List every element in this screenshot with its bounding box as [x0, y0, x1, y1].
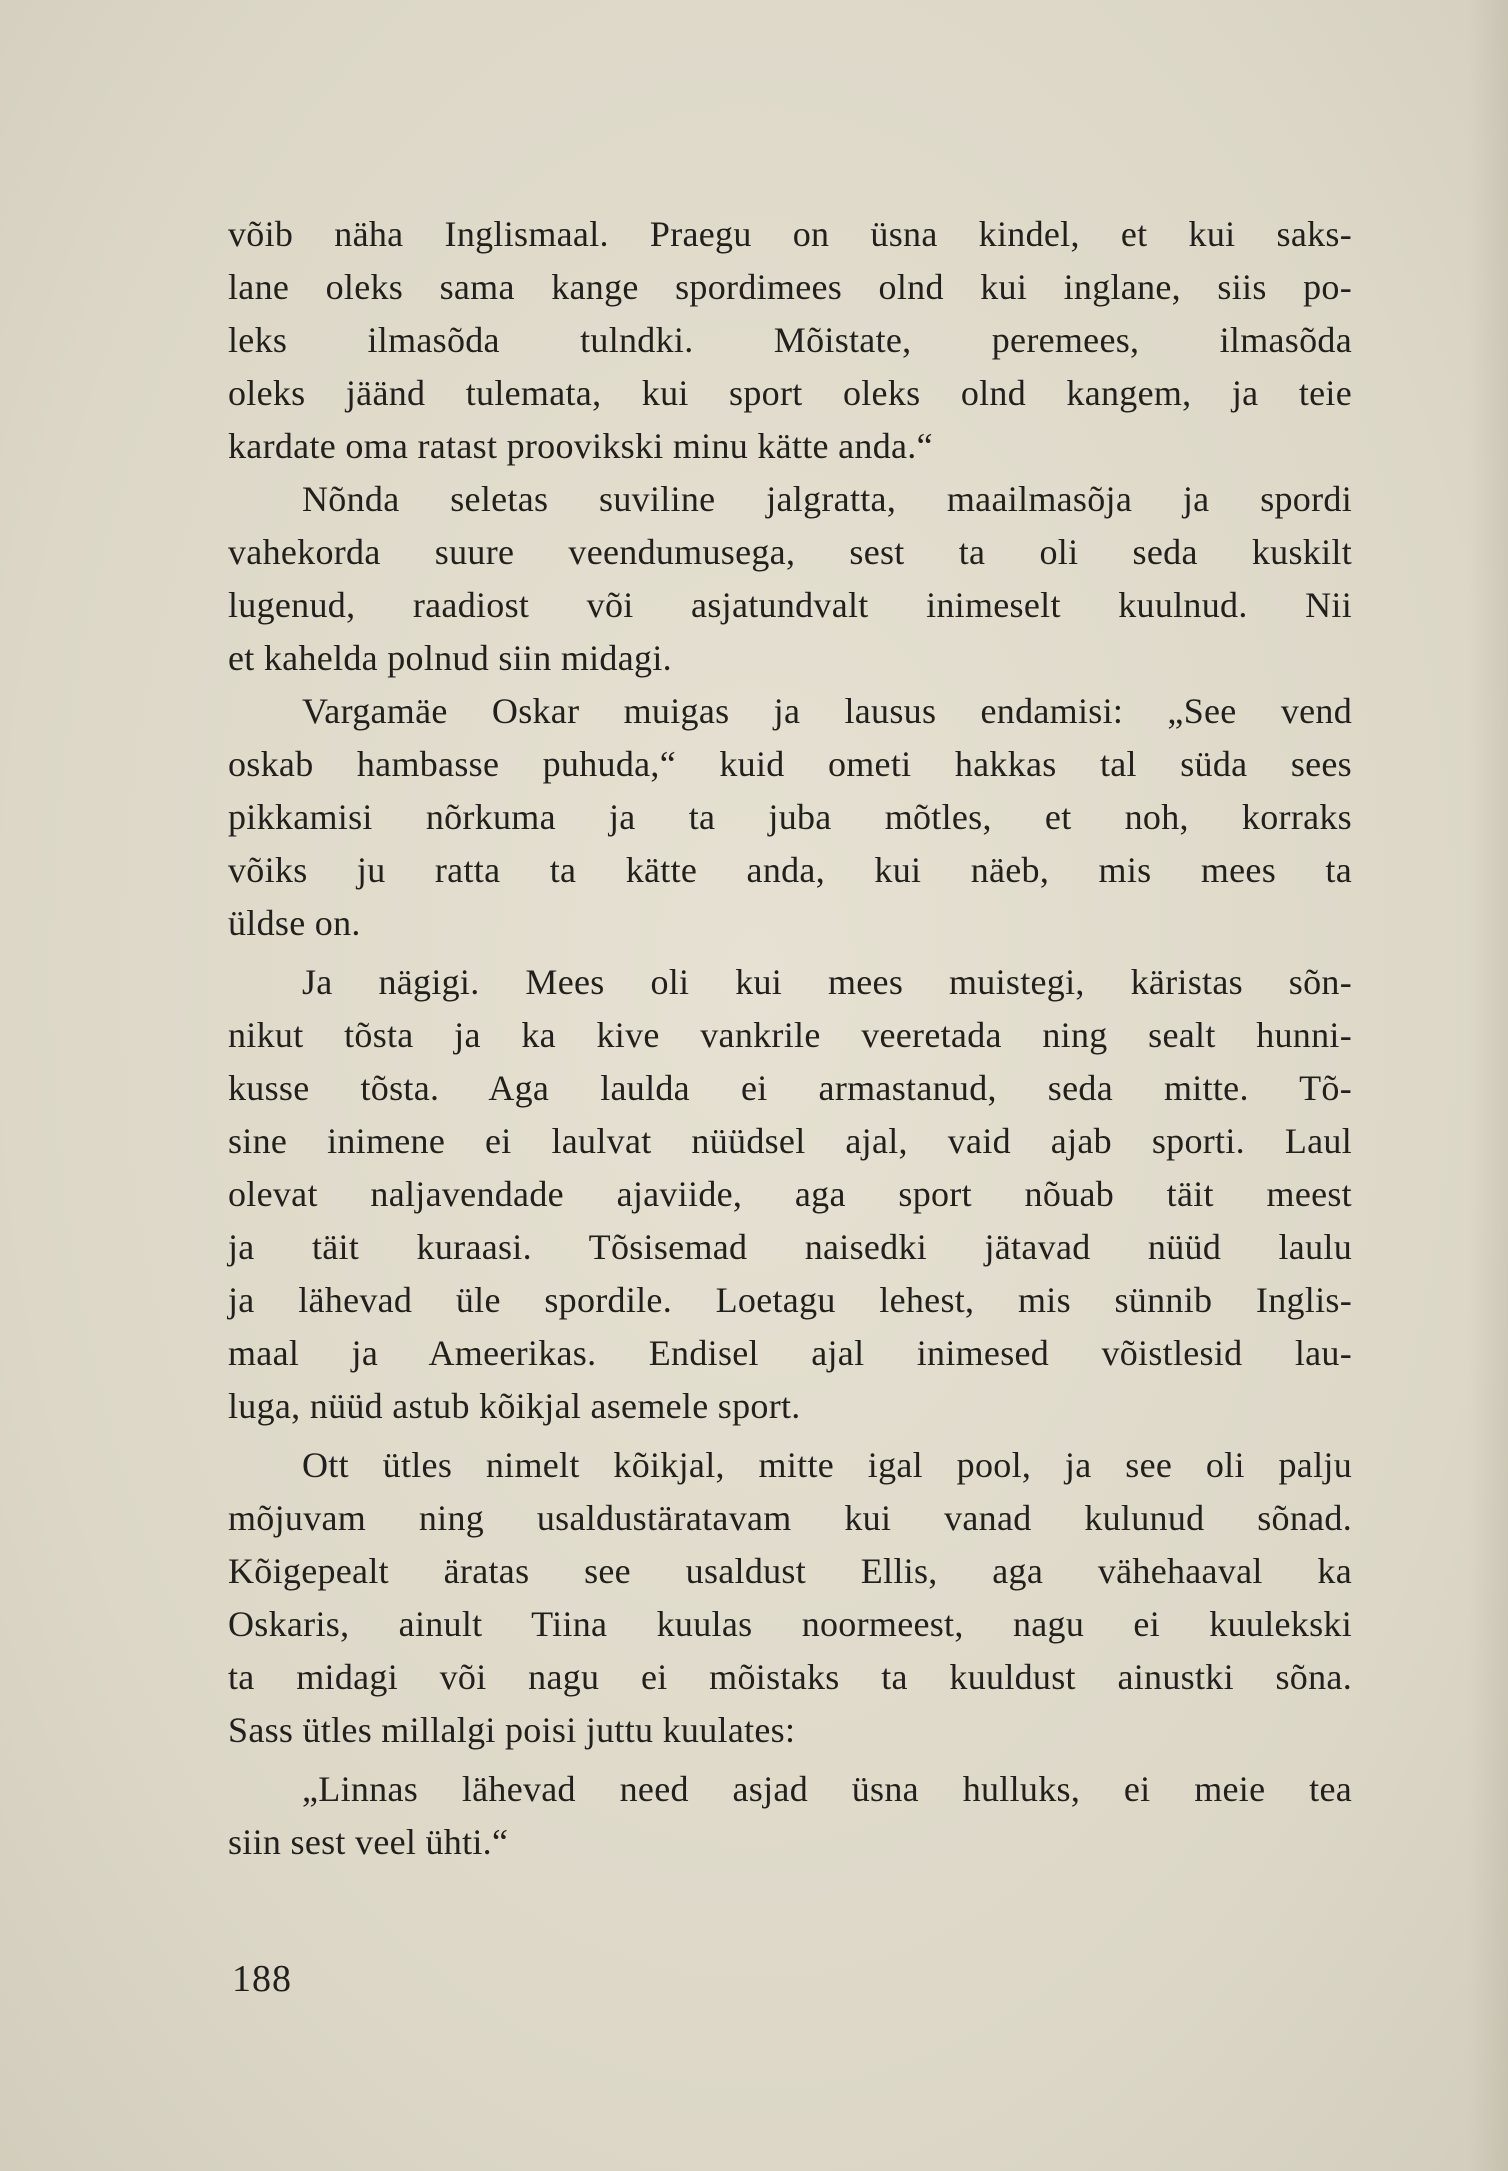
- text-line: Kõigepealt äratas see usaldust Ellis, aga vähehaaval ka: [228, 1551, 1352, 1591]
- text-line: maal ja Ameerikas. Endisel ajal inimesed võistlesid lau-: [228, 1333, 1352, 1373]
- text-line: vahekorda suure veendumusega, sest ta oli seda kuskilt: [228, 532, 1352, 572]
- text-line: kardate oma ratast proovikski minu kätte anda.“: [228, 426, 933, 466]
- text-line: Nõnda seletas suviline jalgratta, maailmasõja ja spordi: [302, 479, 1352, 519]
- page-edge-shadow: [1468, 0, 1508, 2171]
- text-line: luga, nüüd astub kõikjal asemele sport.: [228, 1386, 801, 1426]
- text-line: ja täit kuraasi. Tõsisemad naisedki jätavad nüüd laulu: [228, 1227, 1352, 1267]
- text-line: nikut tõsta ja ka kive vankrile veeretada ning sealt hunni-: [228, 1015, 1352, 1055]
- text-line: üldse on.: [228, 903, 361, 943]
- text-line: ja lähevad üle spordile. Loetagu lehest, mis sünnib Inglis-: [228, 1280, 1352, 1320]
- text-line: pikkamisi nõrkuma ja ta juba mõtles, et noh, korraks: [228, 797, 1352, 837]
- text-line: oskab hambasse puhuda,“ kuid ometi hakkas tal süda sees: [228, 744, 1352, 784]
- text-line: „Linnas lähevad need asjad üsna hulluks, ei meie tea: [302, 1769, 1352, 1809]
- text-line: Vargamäe Oskar muigas ja lausus endamisi: „See vend: [302, 691, 1352, 731]
- text-line: võib näha Inglismaal. Praegu on üsna kindel, et kui saks-: [228, 214, 1352, 254]
- text-line: kusse tõsta. Aga laulda ei armastanud, seda mitte. Tõ-: [228, 1068, 1352, 1108]
- text-line: sine inimene ei laulvat nüüdsel ajal, vaid ajab sporti. Laul: [228, 1121, 1352, 1161]
- text-line: võiks ju ratta ta kätte anda, kui näeb, mis mees ta: [228, 850, 1352, 890]
- text-line: olevat naljavendade ajaviide, aga sport nõuab täit meest: [228, 1174, 1352, 1214]
- text-line: Ja nägigi. Mees oli kui mees muistegi, käristas sõn-: [302, 962, 1352, 1002]
- text-line: lane oleks sama kange spordimees olnd kui inglane, siis po-: [228, 267, 1352, 307]
- text-line: Sass ütles millalgi poisi juttu kuulates:: [228, 1710, 796, 1750]
- text-line: Oskaris, ainult Tiina kuulas noormeest, nagu ei kuulekski: [228, 1604, 1352, 1644]
- text-line: ta midagi või nagu ei mõistaks ta kuuldust ainustki sõna.: [228, 1657, 1352, 1697]
- text-line: Ott ütles nimelt kõikjal, mitte igal pool, ja see oli palju: [302, 1445, 1352, 1485]
- text-line: et kahelda polnud siin midagi.: [228, 638, 672, 678]
- text-line: leks ilmasõda tulndki. Mõistate, peremees, ilmasõda: [228, 320, 1352, 360]
- text-line: siin sest veel ühti.“: [228, 1822, 509, 1862]
- text-line: lugenud, raadiost või asjatundvalt inimeselt kuulnud. Nii: [228, 585, 1352, 625]
- body-text: [228, 208, 1352, 1869]
- page-number: 188: [232, 1958, 292, 2000]
- text-line: oleks jäänd tulemata, kui sport oleks olnd kangem, ja teie: [228, 373, 1352, 413]
- text-line: mõjuvam ning usaldustäratavam kui vanad kulunud sõnad.: [228, 1498, 1352, 1538]
